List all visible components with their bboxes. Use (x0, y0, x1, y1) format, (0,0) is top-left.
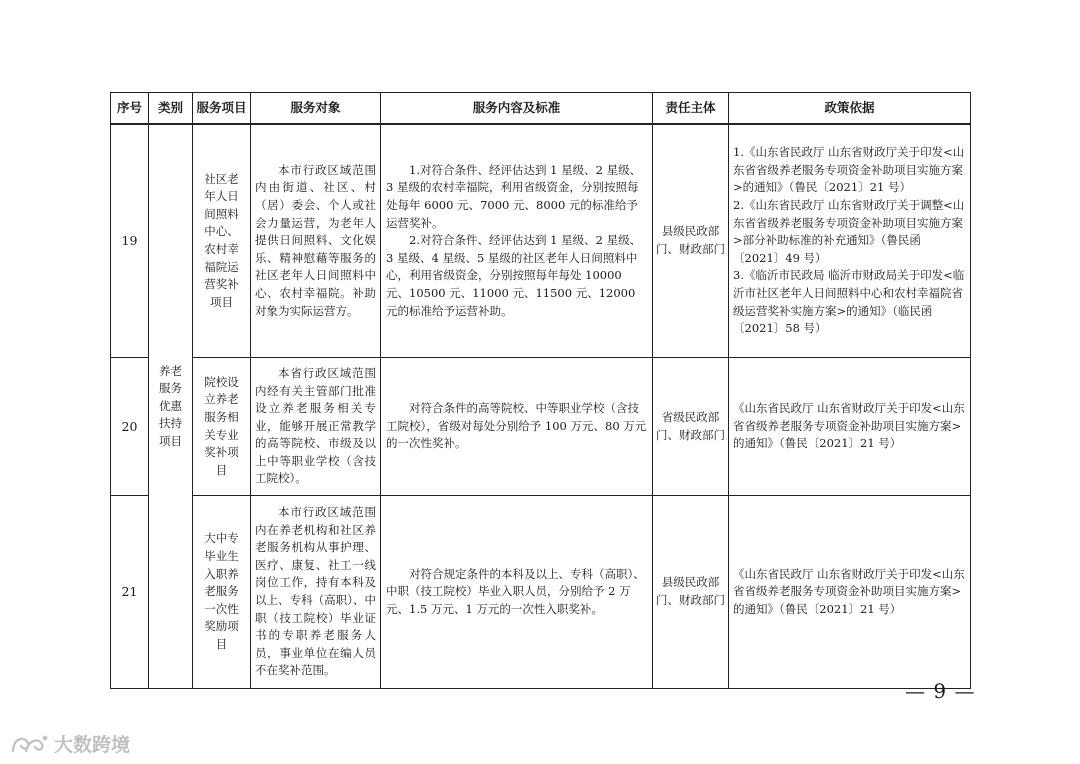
service-target (251, 358, 381, 496)
target-text: 本市行政区域范围内在养老机构和社区养老服务机构从事护理、医疗、康复、社工一线岗位工作，持有本科及以上、专科（高职）、中职（技工院校）毕业证书的专职养老服务人员，事业单位在编人员不在奖补范围。 (255, 505, 376, 678)
service-target (251, 124, 381, 358)
target-text: 本省行政区域范围内经有关主管部门批准设立养老服务相关专业，能够开展正常教学的高等院校、市级及以上中等职业学校（含技工院校）。 (255, 365, 376, 486)
responsible-party: 县级民政部门、财政部门 (653, 496, 729, 689)
row-number: 20 (111, 358, 149, 496)
content-paragraph: 1.对符合条件、经评估达到 1 星级、2 星级、3 星级的农村幸福院，利用省级资金，分别按照每处每年 6000 元、7000 元、8000 元的标准给予运营奖补。 (386, 162, 642, 230)
responsible-party: 县级民政部门、财政部门 (653, 124, 729, 358)
basis-item: 《山东省民政厅 山东省财政厅关于印发<山东省省级养老服务专项资金补助项目实施方案>的通知》（鲁民〔2021〕21 号） (733, 401, 965, 451)
page-number: — 9 — (905, 679, 976, 703)
row-number: 19 (111, 124, 149, 358)
policy-basis (729, 358, 971, 496)
basis-item: 1.《山东省民政厅 山东省财政厅关于印发<山东省省级养老服务专项资金补助项目实施方案>的通知》（鲁民〔2021〕21 号） (733, 145, 965, 195)
basis-item: 2.《山东省民政厅 山东省财政厅关于调整<山东省省级养老服务专项资金补助项目实施方案>部分补助标准的补充通知》（鲁民函〔2021〕49 号） (733, 198, 965, 265)
table-row (111, 358, 971, 496)
logo-icon (10, 731, 50, 757)
watermark-text: 大数跨境 (54, 734, 131, 756)
table-header-row (111, 93, 971, 125)
content-paragraph: 对符合规定条件的本科及以上、专科（高职）、中职（技工院校）毕业入职人员，分别给予 2 万元、1.5 万元、1 万元的一次性入职奖补。 (386, 566, 645, 616)
service-content (381, 124, 653, 358)
header-category: 类别 (149, 93, 193, 125)
header-responsible: 责任主体 (653, 93, 729, 125)
table-row (111, 496, 971, 689)
service-item: 大中专毕业生入职养老服务一次性奖励项目 (193, 496, 251, 689)
watermark (10, 730, 130, 757)
header-service-content: 服务内容及标准 (381, 93, 653, 125)
table-row (111, 124, 971, 358)
category-cell: 养老服务优惠扶持项目 (149, 124, 193, 689)
policy-table (110, 92, 971, 689)
basis-item: 《山东省民政厅 山东省财政厅关于印发<山东省省级养老服务专项资金补助项目实施方案>的通知》（鲁民〔2021〕21 号） (733, 566, 965, 616)
service-item: 社区老年人日间照料中心、农村幸福院运营奖补项目 (193, 124, 251, 358)
service-item: 院校设立养老服务相关专业奖补项目 (193, 358, 251, 496)
responsible-party: 省级民政部门、财政部门 (653, 358, 729, 496)
header-no: 序号 (111, 93, 149, 125)
service-content (381, 358, 653, 496)
header-service-item: 服务项目 (193, 93, 251, 125)
content-paragraph: 2.对符合条件、经评估达到 1 星级、2 星级、3 星级、4 星级、5 星级的社区老年人日间照料中心，利用省级资金，分别按照每年每处 10000 元、10500 元、11000 元、11500 元、12000 元的标准给予运营补助。 (386, 233, 642, 318)
policy-basis (729, 124, 971, 358)
service-content (381, 496, 653, 689)
basis-item: 3.《临沂市民政局 临沂市财政局关于印发<临沂市社区老年人日间照料中心和农村幸福院省级运营奖补实施方案>的通知》（临民函〔2021〕58 号） (733, 268, 965, 336)
policy-basis (729, 496, 971, 689)
row-number: 21 (111, 496, 149, 689)
content-paragraph: 对符合条件的高等院校、中等职业学校（含技工院校），省级对每处分别给予 100 万元、80 万元的一次性奖补。 (386, 401, 647, 451)
target-text: 本市行政区域范围内由街道、社区、村（居）委会、个人或社会力量运营，为老年人提供日间照料、文化娱乐、精神慰藉等服务的社区老年人日间照料中心、农村幸福院。补助对象为实际运营方。 (255, 162, 376, 318)
header-service-target: 服务对象 (251, 93, 381, 125)
header-policy-basis: 政策依据 (729, 93, 971, 125)
service-target (251, 496, 381, 689)
